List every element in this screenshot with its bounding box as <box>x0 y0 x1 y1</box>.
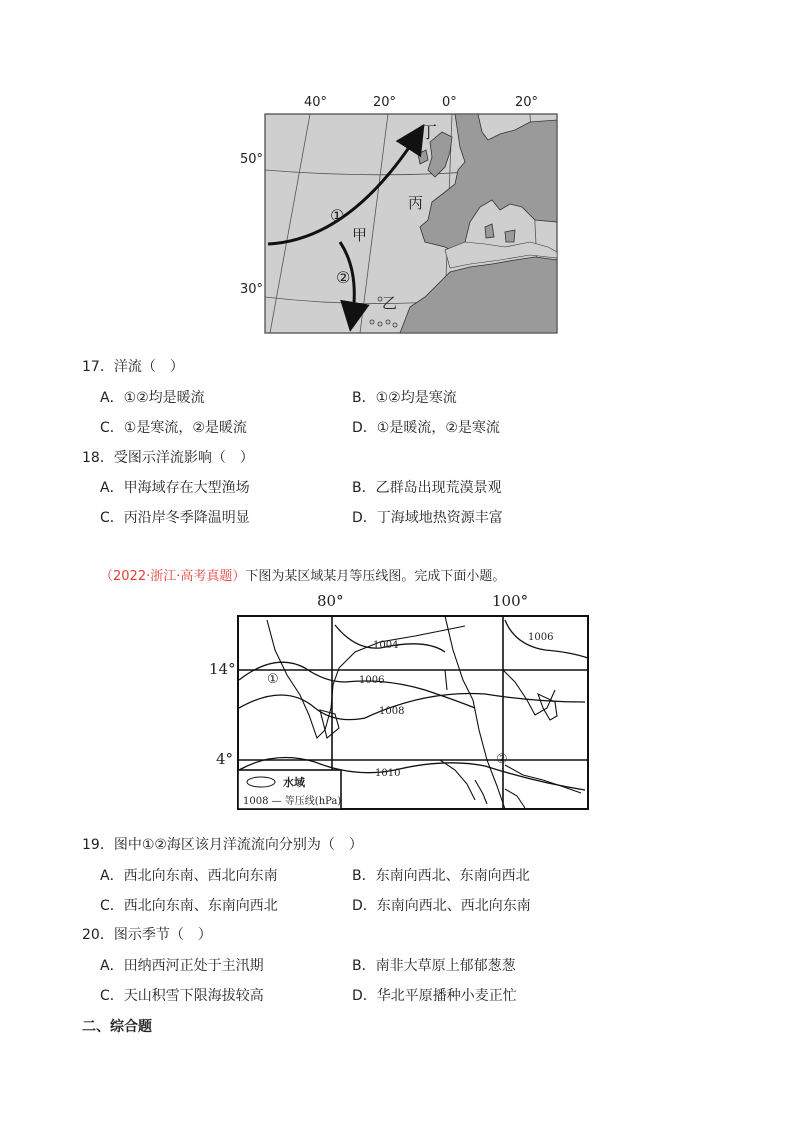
place-label-yi: 乙 <box>382 294 398 312</box>
question-19-option-b[interactable]: B．东南向西北、东南向西北 <box>352 868 530 884</box>
section-2-title: 二、综合题 <box>82 1019 152 1035</box>
ocean-current-map <box>230 92 570 342</box>
question-18-option-c[interactable]: C．丙沿岸冬季降温明显 <box>100 510 250 526</box>
isobar-map <box>205 590 595 820</box>
map2-lon-label-100: 100° <box>492 592 529 610</box>
question-20-option-d[interactable]: D．华北平原播种小麦正忙 <box>352 988 517 1004</box>
question-19-option-c[interactable]: C．西北向东南、东南向西北 <box>100 898 278 914</box>
lat-label-50n: 50° <box>240 152 264 167</box>
question-20-option-b[interactable]: B．南非大草原上郁郁葱葱 <box>352 958 516 974</box>
question-18-option-b[interactable]: B．乙群岛出现荒漠景观 <box>352 480 502 496</box>
legend-water-label: 水域 <box>283 776 305 789</box>
question-group-text: 下图为某区域某月等压线图。完成下面小题。 <box>245 569 506 584</box>
question-18-option-d[interactable]: D．丁海域地热资源丰富 <box>352 510 503 526</box>
map2-lat-label-4: 4° <box>216 750 234 768</box>
sea-label-2: ② <box>496 752 508 767</box>
question-source: （2022·浙江·高考真题） <box>100 569 246 584</box>
lat-label-30n: 30° <box>240 282 264 297</box>
sea-label-1: ① <box>267 672 279 687</box>
map2-lat-label-14: 14° <box>209 660 236 678</box>
place-label-jia: 甲 <box>352 226 368 244</box>
lon-label-20w: 20° <box>373 95 397 110</box>
lon-label-0: 0° <box>442 95 457 110</box>
map2-lon-label-80: 80° <box>317 592 344 610</box>
current-label-2: ② <box>336 268 351 287</box>
place-label-bing: 丙 <box>408 194 424 212</box>
isobar-label-1004: 1004 <box>373 640 399 651</box>
island-a <box>485 224 494 238</box>
island-b <box>505 230 515 242</box>
isobar-label-1008: 1008 <box>379 706 405 717</box>
question-group-intro <box>100 568 505 586</box>
isobar-label-1006: 1006 <box>359 675 385 686</box>
question-17-option-a[interactable]: A．①②均是暖流 <box>100 390 205 406</box>
question-19-stem: 19．图中①②海区该月洋流流向分别为（ ） <box>82 837 363 853</box>
current-label-1: ① <box>330 206 345 225</box>
question-20-stem: 20．图示季节（ ） <box>82 927 212 943</box>
isobar-label-1006-east: 1006 <box>528 632 554 643</box>
question-18-option-a[interactable]: A．甲海域存在大型渔场 <box>100 480 250 496</box>
legend-isobar-label: 1008 — 等压线(hPa) <box>243 796 342 807</box>
question-20-option-a[interactable]: A．田纳西河正处于主汛期 <box>100 958 264 974</box>
isobar-map-svg <box>205 590 595 820</box>
question-17-option-c[interactable]: C．①是寒流，②是暖流 <box>100 420 247 436</box>
place-label-ding: 丁 <box>420 123 437 143</box>
isobar-label-1010: 1010 <box>375 768 401 779</box>
question-19-option-a[interactable]: A．西北向东南、西北向东南 <box>100 868 278 884</box>
lon-label-40w: 40° <box>304 95 328 110</box>
question-20-option-c[interactable]: C．天山积雪下限海拔较高 <box>100 988 264 1004</box>
ocean-current-map-svg <box>230 92 570 342</box>
question-19-option-d[interactable]: D．东南向西北、西北向东南 <box>352 898 531 914</box>
question-17-stem: 17．洋流（ ） <box>82 359 184 375</box>
question-18-stem: 18．受图示洋流影响（ ） <box>82 450 254 466</box>
lon-label-20e: 20° <box>515 95 539 110</box>
question-17-option-d[interactable]: D．①是暖流，②是寒流 <box>352 420 500 436</box>
question-17-option-b[interactable]: B．①②均是寒流 <box>352 390 457 406</box>
